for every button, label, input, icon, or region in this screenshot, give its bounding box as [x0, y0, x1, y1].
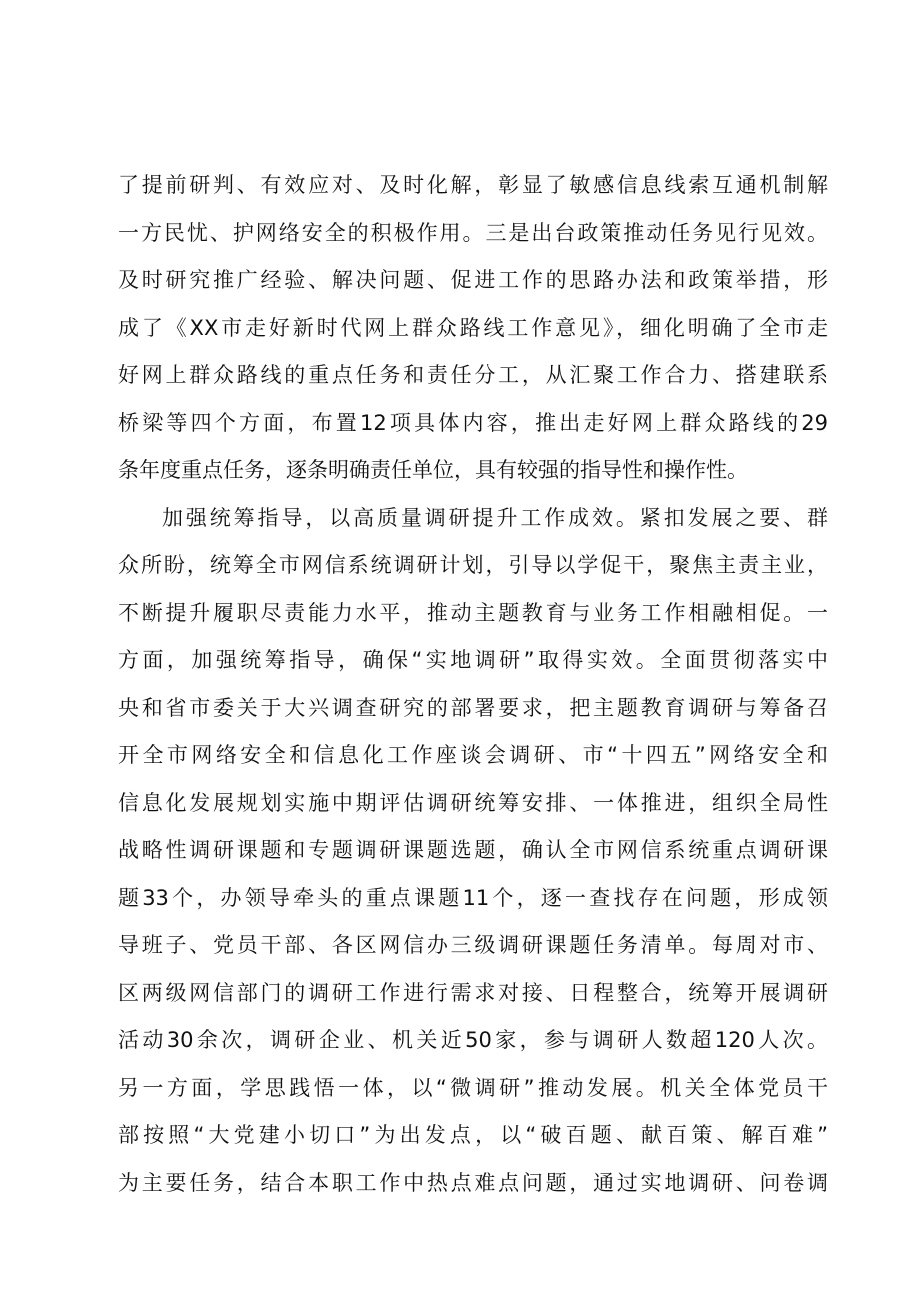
text-line: 央和省市委关于大兴调查研究的部署要求，把主题教育调研与筹备召	[118, 695, 828, 720]
text-line: 导班子、党员干部、各区网信办三级调研课题任务清单。每周对市、	[118, 933, 828, 957]
text-line: 好网上群众路线的重点任务和责任分工，从汇聚工作合力、搭建联系	[118, 363, 828, 387]
text-line: 信息化发展规划实施中期评估调研统筹安排、一体推进，组织全局性	[118, 790, 828, 815]
text-line: 众所盼，统筹全市网信系统调研计划，引导以学促干，聚焦主责主业，	[118, 553, 828, 577]
text-line: 部按照“大党建小切口”为出发点，以“破百题、献百策、解百难”	[118, 1123, 828, 1147]
text-line: 不断提升履职尽责能力水平，推动主题教育与业务工作相融相促。一	[118, 600, 828, 625]
text-line: 活动30余次，调研企业、机关近50家，参与调研人数超120人次。	[118, 1028, 828, 1052]
text-line: 题33个，办领导牵头的重点课题11个，逐一查找存在问题，形成领	[118, 885, 828, 910]
text-line: 为主要任务，结合本职工作中热点难点问题，通过实地调研、问卷调	[118, 1170, 828, 1195]
text-line: 战略性调研课题和专题调研课题选题，确认全市网信系统重点调研课	[118, 838, 828, 862]
body-text	[118, 162, 828, 1207]
text-line: 成了《XX市走好新时代网上群众路线工作意见》，细化明确了全市走	[118, 315, 828, 340]
text-line: 了提前研判、有效应对、及时化解，彰显了敏感信息线索互通机制解	[118, 173, 828, 197]
text-line: 条年度重点任务，逐条明确责任单位，具有较强的指导性和操作性。	[118, 458, 748, 482]
paragraph-heading-line: 加强统筹指导，以高质量调研提升工作成效。紧扣发展之要、群	[162, 505, 828, 530]
text-line: 桥梁等四个方面，布置12项具体内容，推出走好网上群众路线的29	[118, 410, 828, 435]
text-line: 区两级网信部门的调研工作进行需求对接、日程整合，统筹开展调研	[118, 980, 828, 1005]
text-line: 开全市网络安全和信息化工作座谈会调研、市“十四五”网络安全和	[118, 743, 828, 767]
text-line: 一方民忧、护网络安全的积极作用。三是出台政策推动任务见行见效。	[118, 220, 828, 245]
text-line: 及时研究推广经验、解决问题、促进工作的思路办法和政策举措，形	[118, 268, 828, 292]
text-line: 方面，加强统筹指导，确保“实地调研”取得实效。全面贯彻落实中	[118, 648, 828, 672]
text-line: 另一方面，学思践悟一体，以“微调研”推动发展。机关全体党员干	[118, 1075, 828, 1100]
